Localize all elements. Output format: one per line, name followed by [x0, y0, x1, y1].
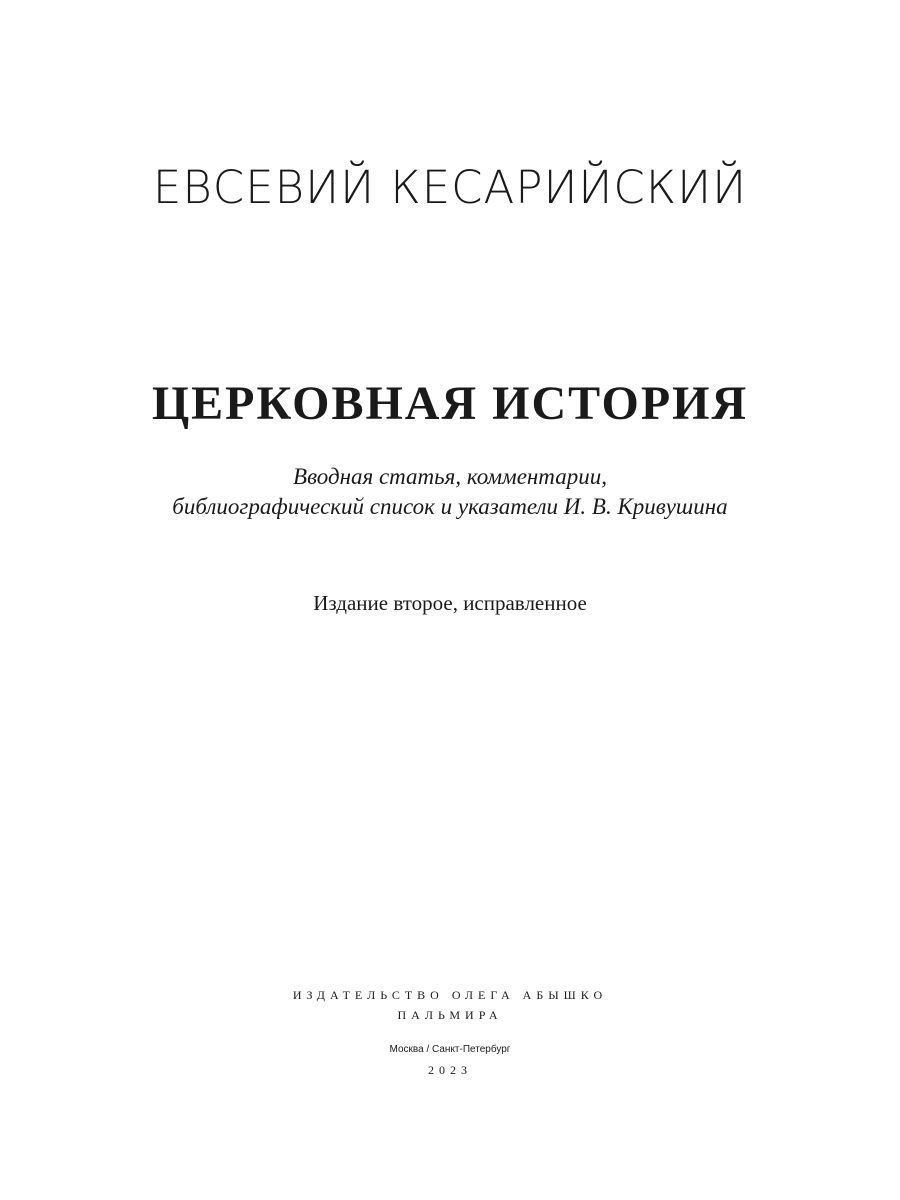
publication-cities: Москва / Санкт-Петербург	[389, 1044, 511, 1055]
publication-year: 2023	[428, 1063, 472, 1077]
subtitle-block	[0, 462, 900, 522]
author-name: ЕВСЕВИЙ КЕСАРИЙСКИЙ	[152, 161, 748, 214]
publisher-name: ИЗДАТЕЛЬСТВО ОЛЕГА АБЫШКО	[292, 988, 608, 1002]
subtitle-line-2: библиографический список и указатели И. В. Кривушина	[172, 494, 728, 519]
edition-note: Издание второе, исправленное	[313, 591, 587, 615]
book-title: ЦЕРКОВНАЯ ИСТОРИЯ	[151, 377, 749, 430]
subtitle-line-1: Вводная статья, комментарии,	[293, 464, 607, 489]
imprint-name: ПАЛЬМИРА	[397, 1008, 503, 1022]
